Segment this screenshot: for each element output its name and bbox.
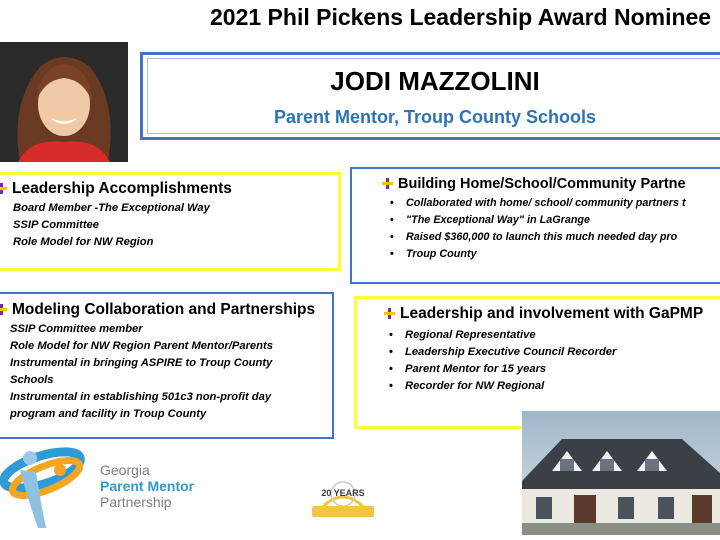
- nominee-role: Parent Mentor, Troup County Schools: [273, 107, 597, 127]
- list-item: Instrumental in bringing ASPIRE to Troup County: [10, 357, 273, 369]
- plus-icon: [0, 304, 7, 315]
- page-title: 2021 Phil Pickens Leadership Award Nominee: [210, 4, 712, 30]
- list-item: • Parent Mentor for 15 years: [387, 361, 616, 378]
- list-item: Role Model for NW Region: [13, 236, 154, 248]
- building-list: [388, 195, 686, 263]
- leadership-list: [13, 200, 210, 251]
- nominee-name: JODI MAZZOLINI: [330, 66, 540, 96]
- list-item: Board Member -The Exceptional Way: [13, 202, 210, 214]
- anniversary-badge: [308, 474, 378, 524]
- logo-line-partnership: Partnership: [100, 494, 172, 510]
- plus-icon: [382, 178, 393, 189]
- nominee-header: [140, 52, 720, 140]
- leadership-heading: Leadership Accomplishments: [0, 180, 232, 198]
- list-item: SSIP Committee: [13, 219, 99, 231]
- list-item: • Recorder for NW Regional: [387, 378, 616, 395]
- list-item-continuation: Schools: [10, 374, 54, 386]
- modeling-heading: Modeling Collaboration and Partnerships: [0, 301, 315, 319]
- list-item: Instrumental in establishing 501c3 non-profit day: [10, 391, 272, 403]
- list-item: Role Model for NW Region Parent Mentor/Parents: [10, 340, 273, 352]
- gpm-logo-text: [100, 462, 194, 510]
- gapmp-list: [387, 327, 616, 395]
- modeling-list: [10, 321, 273, 423]
- logo-line-georgia: Georgia: [100, 462, 150, 478]
- list-item: • Regional Representative: [387, 327, 616, 344]
- nominee-photo: [0, 42, 128, 162]
- list-item: • Raised $360,000 to launch this much needed day pro: [388, 229, 686, 246]
- list-item: • Leadership Executive Council Recorder: [387, 344, 616, 361]
- list-item-continuation: • Troup County: [388, 246, 686, 263]
- list-item: • Collaborated with home/ school/ community partners t: [388, 195, 686, 212]
- logo-line-parent-mentor: Parent Mentor: [100, 478, 195, 494]
- building-heading: Building Home/School/Community Partne: [382, 176, 686, 192]
- plus-icon: [384, 308, 395, 319]
- gapmp-heading: Leadership and involvement with GaPMP: [384, 305, 703, 323]
- list-item-continuation: • "The Exceptional Way" in LaGrange: [388, 212, 686, 229]
- plus-icon: [0, 183, 7, 194]
- list-item: SSIP Committee member: [10, 323, 143, 335]
- list-item-continuation: program and facility in Troup County: [10, 408, 207, 420]
- anniversary-badge-text: 20 YEARS: [321, 488, 365, 498]
- facility-photo: [522, 411, 720, 535]
